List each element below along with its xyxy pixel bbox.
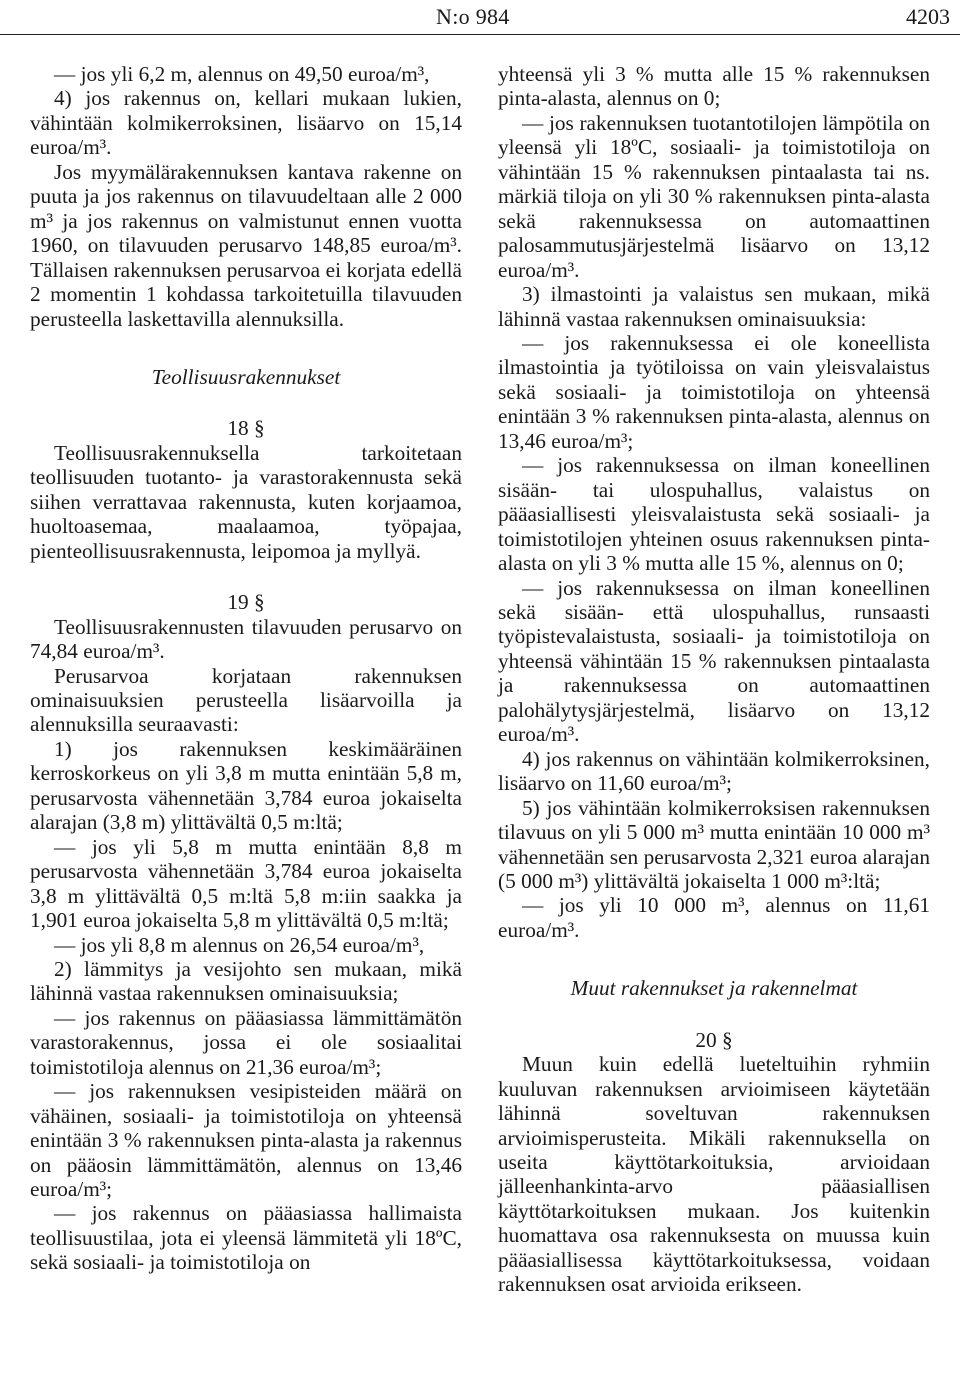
paragraph: — jos rakennus on pääasiassa hallimaista teollisuustilaa, jota ei yleensä lämmitetä yli 18ºC, sekä sosiaali- ja toimistotiloja on	[30, 1201, 462, 1275]
paragraph: Jos myymälärakennuksen kantava rakenne on puuta ja jos rakennus on tilavuudeltaan alle 2 000 m³ ja jos rakennus on valmistunut ennen vuotta 1960, on tilavuuden perusarvo 148,85 euroa/m³. Tällaisen rakennuksen perusarvoa ei korjata edellä 2 momentin 1 kohdassa tarkoitetuilla tilavuuden perusteella laskettavilla alennuksilla.	[30, 159, 462, 331]
paragraph: — jos rakennuksen tuotantotilojen lämpötila on yleensä yli 18ºC, sosiaali- ja toimistotiloja on vähintään 15 % rakennuksen pintaalasta tai ns. märkiä tiloja on yli 30 % rakennuksen pinta-alasta sekä rakennuksessa on automaattinen palosammutusjärjestelmä lisäarvo on 13,12 euroa/m³.	[498, 110, 930, 282]
paragraph: 4) jos rakennus on, kellari mukaan lukien, vähintään kolmikerroksinen, lisäarvo on 15,14 euroa/m³.	[30, 86, 462, 160]
paragraph: — jos yli 6,2 m, alennus on 49,50 euroa/m³,	[54, 62, 430, 86]
paragraph: yhteensä yli 3 % mutta alle 15 % rakennuksen pinta-alasta, alennus on 0;	[498, 62, 930, 111]
right-column	[498, 62, 930, 1297]
page-header	[0, 0, 960, 35]
page-number: 4203	[906, 4, 950, 29]
document-number: N:o 984	[436, 4, 510, 29]
paragraph: Teollisuusrakennuksella tarkoitetaan teollisuuden tuotanto- ja varastorakennusta sekä siihen verrattavaa rakennusta, kuten korjaamoa, huoltoasemaa, maalaamoa, työpajaa, pienteollisuusrakennusta, leipomoa ja myllyä.	[30, 440, 462, 563]
paragraph: — jos rakennuksen vesipisteiden määrä on vähäinen, sosiaali- ja toimistotiloja on yhteensä enintään 3 % rakennuksen pinta-alasta ja rakennus on pääosin lämmittämätön, alennus on 13,46 euroa/m³;	[30, 1079, 462, 1202]
paragraph: — jos rakennuksessa on ilman koneellinen sisään- tai ulospuhallus, valaistus on pääasiallisesti yleisvalaistusta sekä sosiaali- ja toimistotilojen yhteinen osuus rakennuksen pinta-alasta on yli 3 % mutta alle 15 %, alennus on 0;	[498, 453, 930, 576]
paragraph: — jos yli 8,8 m alennus on 26,54 euroa/m³,	[54, 932, 425, 957]
paragraph: Muun kuin edellä lueteltuihin ryhmiin kuuluvan rakennuksen arvioimiseen käytetään lähinnä soveltuvan rakennuksen arvioimisperusteita. Mikäli rakennuksella on useita käyttötarkoituksia, arvioidaan jälleenhankinta-arvo pääasiallisen käyttötarkoituksen mukaan. Jos kuitenkin huomattava osa rakennuksesta on muussa kuin pääasiallisessa käyttötarkoituksessa, voidaan rakennuksen osat arvioida erikseen.	[498, 1052, 930, 1297]
paragraph: 1) jos rakennuksen keskimääräinen kerroskorkeus on yli 3,8 m mutta enintään 5,8 m, perusarvosta vähennetään 3,784 euroa jokaiselta alarajan (3,8 m) ylittävältä 0,5 m:ltä;	[30, 736, 462, 835]
paragraph: Teollisuusrakennusten tilavuuden perusarvo on 74,84 euroa/m³.	[30, 614, 462, 664]
paragraph: 4) jos rakennus on vähintään kolmikerroksinen, lisäarvo on 11,60 euroa/m³;	[498, 746, 930, 796]
paragraph: 2) lämmitys ja vesijohto sen mukaan, mikä lähinnä vastaa rakennuksen ominaisuuksia;	[30, 956, 462, 1006]
section-heading: Teollisuusrakennukset	[151, 364, 341, 389]
paragraph: — jos rakennuksessa on ilman koneellinen sekä sisään- että ulospuhallus, runsaasti työpistevalaistusta, sosiaali- ja toimistotiloja on yhteensä vähintään 15 % rakennuksen pintaalasta ja rakennuksessa on automaattinen palohälytysjärjestelmä, lisäarvo on 13,12 euroa/m³.	[498, 575, 930, 747]
paragraph: — jos rakennus on pääasiassa lämmittämätön varastorakennus, jossa ei ole sosiaalitai toimistotiloja alennus on 21,36 euroa/m³;	[30, 1005, 462, 1079]
section-number: 18 §	[227, 416, 265, 441]
paragraph: — jos yli 5,8 m mutta enintään 8,8 m perusarvosta vähennetään 3,784 euroa jokaiselta 3,8 m ylittävältä 0,5 m:ltä 5,8 m:iin saakka ja 1,901 euroa jokaiselta 5,8 m ylittävältä 0,5 m:ltä;	[30, 834, 462, 933]
left-column	[30, 62, 462, 1275]
paragraph: Perusarvoa korjataan rakennuksen ominaisuuksien perusteella lisäarvoilla ja alennuksilla seuraavasti:	[30, 663, 462, 737]
section-number: 19 §	[227, 590, 265, 615]
paragraph: — jos rakennuksessa ei ole koneellista ilmastointia ja työtiloissa on vain yleisvalaistus sekä sosiaali- ja toimistotiloja on yhteensä enintään 3 % rakennuksen pinta-alasta, alennus on 13,46 euroa/m³;	[498, 330, 930, 453]
section-heading: Muut rakennukset ja rakennelmat	[570, 976, 858, 1001]
paragraph: 3) ilmastointi ja valaistus sen mukaan, mikä lähinnä vastaa rakennuksen ominaisuuksia:	[498, 282, 930, 331]
paragraph: 5) jos vähintään kolmikerroksisen rakennuksen tilavuus on yli 5 000 m³ mutta enintään 10 000 m³ vähennetään sen perusarvosta 2,321 euroa alarajan (5 000 m³) ylittävältä jokaiselta 1 000 m³:ltä;	[498, 795, 930, 893]
paragraph: — jos yli 10 000 m³, alennus on 11,61 euroa/m³.	[498, 893, 930, 942]
section-number: 20 §	[695, 1027, 733, 1052]
